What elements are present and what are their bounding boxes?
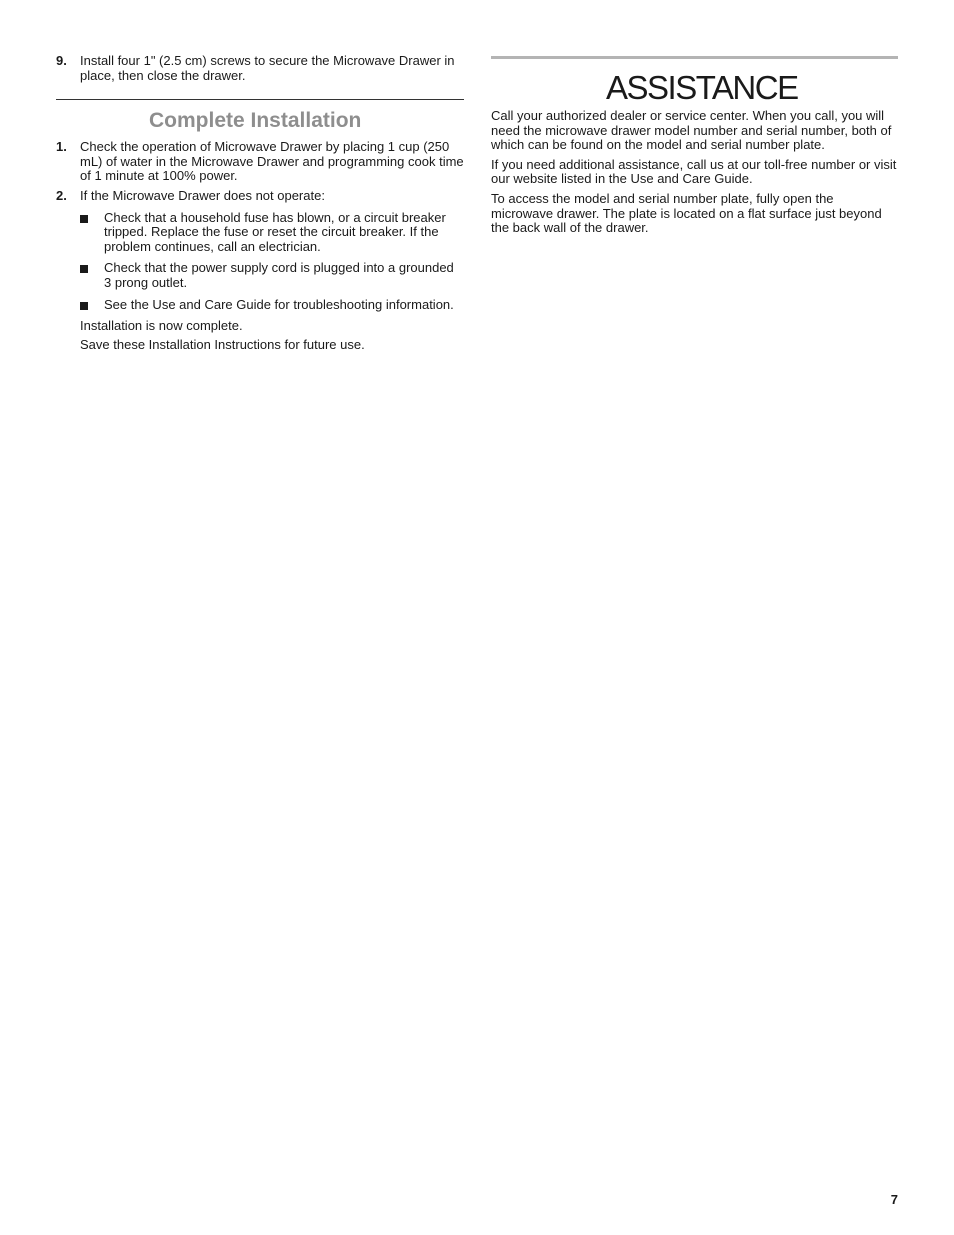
save-instructions-note: Save these Installation Instructions for future use. <box>80 336 365 352</box>
step-text: If the Microwave Drawer does not operate: <box>80 187 325 203</box>
step-1 <box>56 140 464 184</box>
section-title: Complete Installation <box>149 109 362 133</box>
section-divider <box>56 99 464 100</box>
step-number: 1. <box>56 139 67 155</box>
step-text: Check the operation of Microwave Drawer by placing 1 cup (250 mL) of water in the Microwave Drawer and programming cook time of 1 minute at 100% power. <box>80 139 464 184</box>
list-item-text: Check that a household fuse has blown, or a circuit breaker tripped. Replace the fuse or reset the circuit breaker. If the problem continues, call an electrician. <box>104 209 446 254</box>
step-2 <box>56 189 464 204</box>
square-bullet-icon <box>80 215 88 223</box>
assistance-paragraph: Call your authorized dealer or service center. When you call, you will need the microwave drawer model number and serial number, both of which can be found on the model and serial number plate. <box>491 108 892 153</box>
page-number: 7 <box>890 1192 898 1207</box>
list-item <box>80 261 464 290</box>
step-number: 2. <box>56 187 67 203</box>
assistance-paragraph: If you need additional assistance, call us at our toll-free number or visit our website listed in the Use and Care Guide. <box>491 156 897 187</box>
list-item <box>80 211 464 255</box>
step-text: Install four 1" (2.5 cm) screws to secure the Microwave Drawer in place, then close the drawer. <box>80 53 455 83</box>
step-number: 9. <box>56 53 67 68</box>
list-item <box>80 298 464 313</box>
installation-complete-note: Installation is now complete. <box>80 318 243 334</box>
assistance-paragraph: To access the model and serial number plate, fully open the microwave drawer. The plate is located on a flat surface just beyond the back wall of the drawer. <box>491 190 882 236</box>
list-item-text: Check that the power supply cord is plugged into a grounded 3 prong outlet. <box>104 260 454 290</box>
square-bullet-icon <box>80 265 88 273</box>
assistance-title: ASSISTANCE <box>606 69 798 106</box>
left-column <box>56 54 464 352</box>
list-item-text: See the Use and Care Guide for troubleshooting information. <box>104 296 454 312</box>
right-column <box>491 56 898 236</box>
section-divider-thick <box>491 56 898 59</box>
square-bullet-icon <box>80 302 88 310</box>
step-9 <box>56 54 464 83</box>
troubleshooting-list <box>80 211 464 313</box>
